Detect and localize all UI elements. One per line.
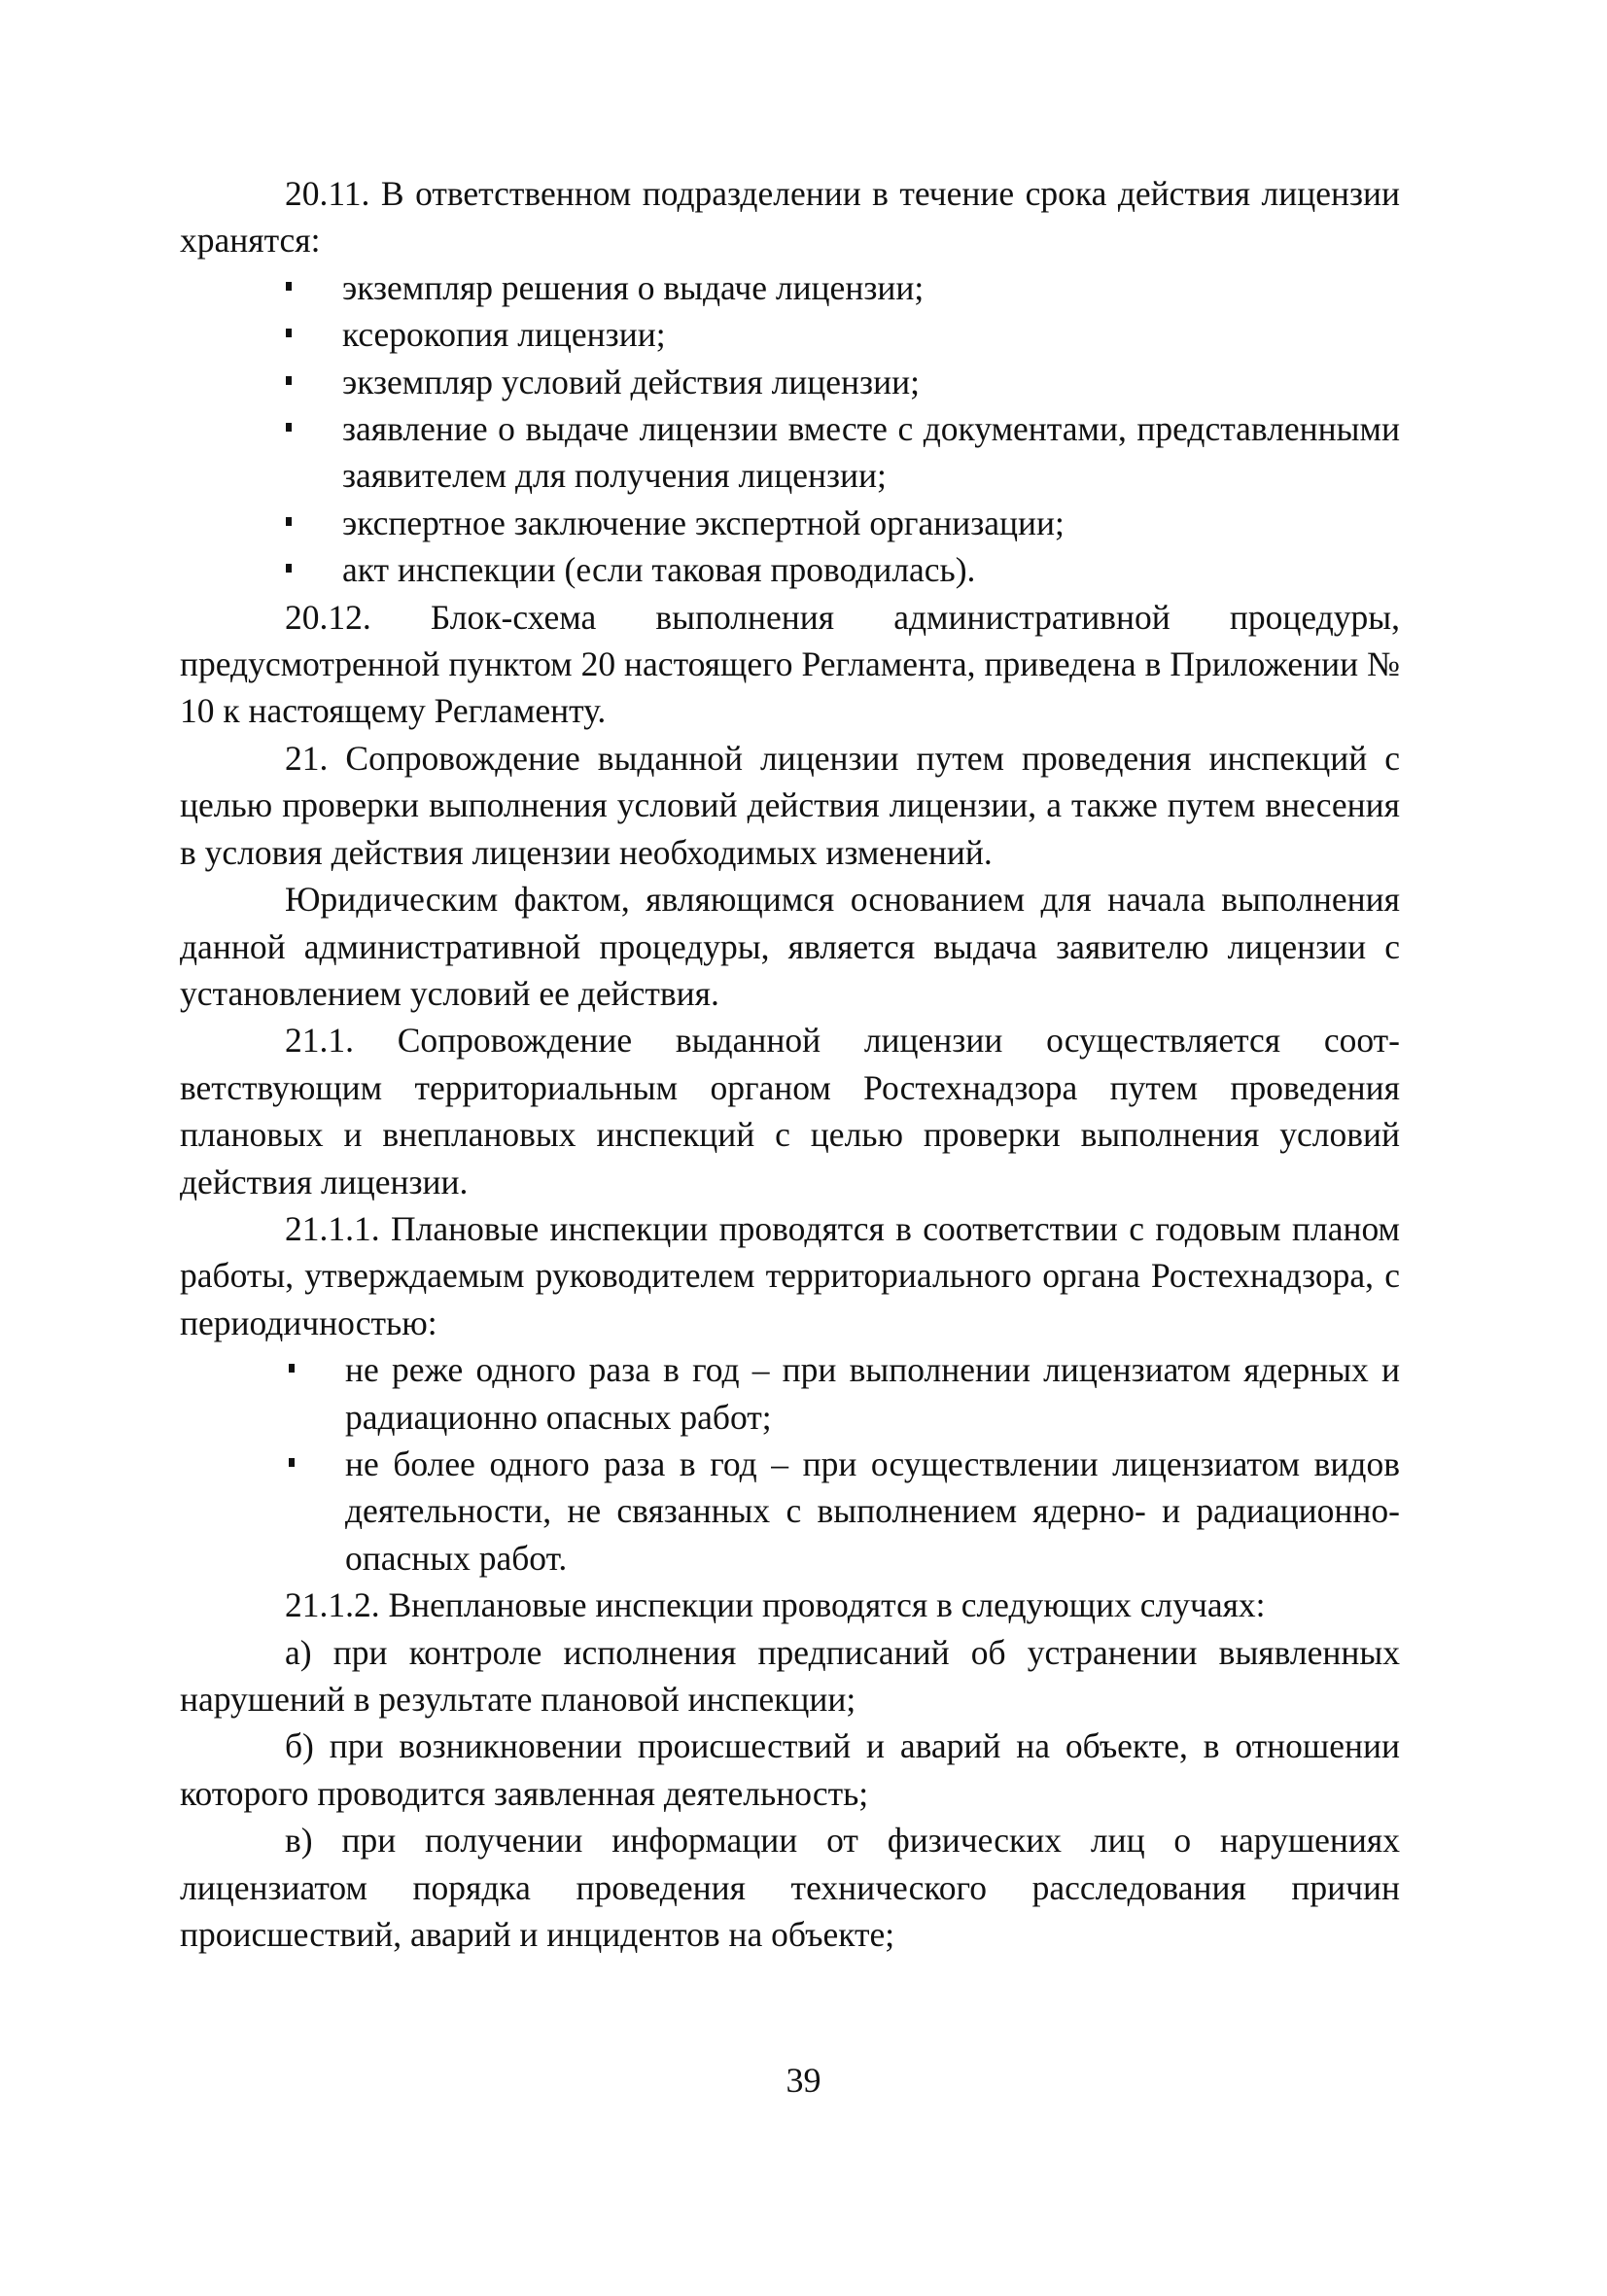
paragraph-v: в) при получении информации от физических лиц о нарушениях лицензиатом порядка проведения технического расследования причин происшествий, аварий и инцидентов на объекте; [180, 1821, 1400, 1955]
paragraph-21-1: 21.1. Сопровождение выданной лицензии осуществляется соответствующим территориальным органом Ростехнадзора путем проведения плановых и внеплановых инспекций с целью проверки выполнения условий действия лицензии. [180, 1021, 1400, 1201]
bullet-icon [286, 376, 292, 385]
list-20-11 [180, 264, 1400, 594]
list-item: ксерокопия лицензии; [180, 311, 1400, 358]
list-item: экспертное заключение экспертной организации; [180, 500, 1400, 546]
bullet-icon [286, 564, 292, 573]
bullet-icon [286, 329, 292, 337]
list-item: акт инспекции (если таковая проводилась). [180, 546, 1400, 593]
paragraph-20-12: 20.12. Блок-схема выполнения административной процедуры, предусмотренной пунктом 20 настоящего Регламента, приведена в Приложении № 10 к настоящему Регламенту. [180, 597, 1400, 731]
list-21-1-1 [180, 1346, 1400, 1582]
paragraph-21-1-1: 21.1.1. Плановые инспекции проводятся в соответствии с годовым планом работы, утверждаемым руководителем территориального органа Ростехнадзора, с периодичностью: [180, 1208, 1400, 1342]
bullet-icon [286, 282, 292, 291]
list-item: экземпляр решения о выдаче лицензии; [180, 264, 1400, 311]
list-item: экземпляр условий действия лицензии; [180, 359, 1400, 405]
document-page [180, 170, 1400, 1958]
paragraph-21-1-2: 21.1.2. Внеплановые инспекции проводятся в следующих случаях: [285, 1585, 1266, 1625]
paragraph-b: б) при возникновении происшествий и аварий на объекте, в отношении которого проводится заявленная деятельность; [180, 1726, 1400, 1813]
list-item: не более одного раза в год – при осуществлении лицензиатом видов деятельности, не связанных с выполнением ядерно- и радиационно-опасных работ. [180, 1441, 1400, 1582]
list-item: заявление о выдаче лицензии вместе с документами, представленными заявителем для получения лицензии; [180, 405, 1400, 500]
bullet-icon [289, 1458, 295, 1467]
paragraph-21: 21. Сопровождение выданной лицензии путем проведения инспекций с целью проверки выполнения условий действия лицензии, а также путем внесения в условия действия лицензии необходимых изменений. [180, 738, 1400, 872]
bullet-icon [286, 423, 292, 432]
paragraph-a: а) при контроле исполнения предписаний об устранении выявленных нарушений в результате плановой инспекции; [180, 1632, 1400, 1719]
page-number: 39 [786, 2061, 821, 2100]
list-item: не реже одного раза в год – при выполнении лицензиатом ядерных и радиационно опасных работ; [180, 1346, 1400, 1441]
paragraph-20-11: 20.11. В ответственном подразделении в течение срока действия лицензии хранятся: [180, 174, 1400, 261]
bullet-icon [289, 1364, 295, 1373]
paragraph-21-legal-fact: Юридическим фактом, являющимся основанием для начала выполнения данной административной процедуры, является выдача заявителю лицензии с установлением условий ее действия. [180, 880, 1400, 1013]
bullet-icon [286, 517, 292, 526]
